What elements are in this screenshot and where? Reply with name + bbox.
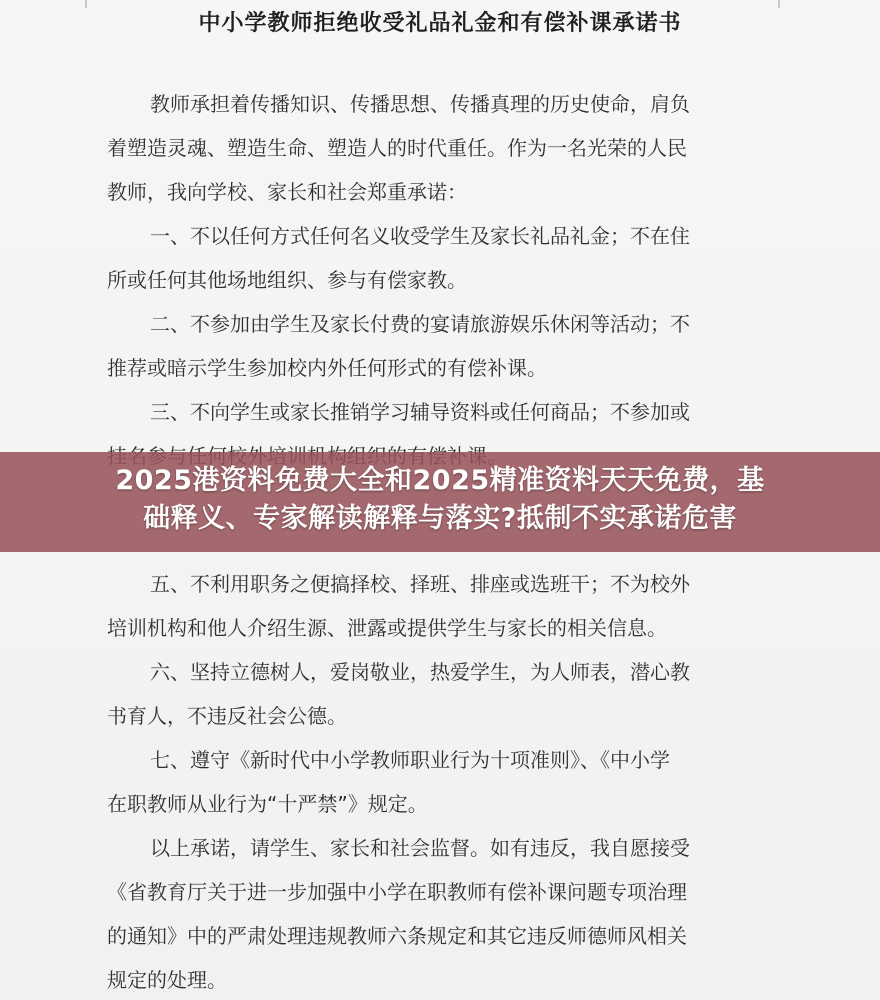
paragraph-line: 二、不参加由学生及家长付费的宴请旅游娱乐休闲等活动；不 — [150, 312, 690, 336]
paragraph-line: 在职教师从业行为“十严禁”》规定。 — [107, 792, 428, 816]
paragraph-line: 书育人，不违反社会公德。 — [107, 704, 347, 728]
paragraph-line: 《省教育厅关于进一步加强中小学在职教师有偿补课问题专项治理 — [107, 880, 687, 904]
paragraph-line: 教师承担着传播知识、传播思想、传播真理的历史使命，肩负 — [150, 92, 690, 116]
paragraph-line: 推荐或暗示学生参加校内外任何形式的有偿补课。 — [107, 356, 547, 380]
paragraph-line: 五、不利用职务之便搞择校、择班、排座或选班干；不为校外 — [150, 572, 690, 596]
banner-line-1: 2025港资料免费大全和2025精准资料天天免费，基 — [115, 465, 765, 496]
paragraph-line: 的通知》中的严肃处理违规教师六条规定和其它违反师德师风相关 — [107, 924, 687, 948]
document-title: 中小学教师拒绝收受礼品礼金和有偿补课承诺书 — [198, 11, 682, 36]
paragraph-line: 六、坚持立德树人，爱岗敬业，热爱学生，为人师表，潜心教 — [150, 660, 690, 684]
paragraph-line: 规定的处理。 — [107, 968, 227, 992]
paragraph-line: 着塑造灵魂、塑造生命、塑造人的时代重任。作为一名光荣的人民 — [107, 136, 687, 160]
paragraph-line: 以上承诺，请学生、家长和社会监督。如有违反，我自愿接受 — [150, 836, 690, 860]
paragraph-line: 七、遵守《新时代中小学教师职业行为十项准则》、《中小学 — [150, 748, 670, 772]
paragraph-line: 培训机构和他人介绍生源、泄露或提供学生与家长的相关信息。 — [107, 616, 667, 640]
banner-line-2: 础释义、专家解读解释与落实?抵制不实承诺危害 — [143, 503, 737, 534]
paragraph-line: 所或任何其他场地组织、参与有偿家教。 — [107, 268, 467, 292]
paragraph-line: 三、不向学生或家长推销学习辅导资料或任何商品；不参加或 — [150, 400, 690, 424]
paragraph-line: 教师，我向学校、家长和社会郑重承诺： — [107, 180, 467, 204]
headline-banner — [0, 452, 880, 552]
paragraph-line: 一、不以任何方式任何名义收受学生及家长礼品礼金；不在住 — [150, 224, 690, 248]
